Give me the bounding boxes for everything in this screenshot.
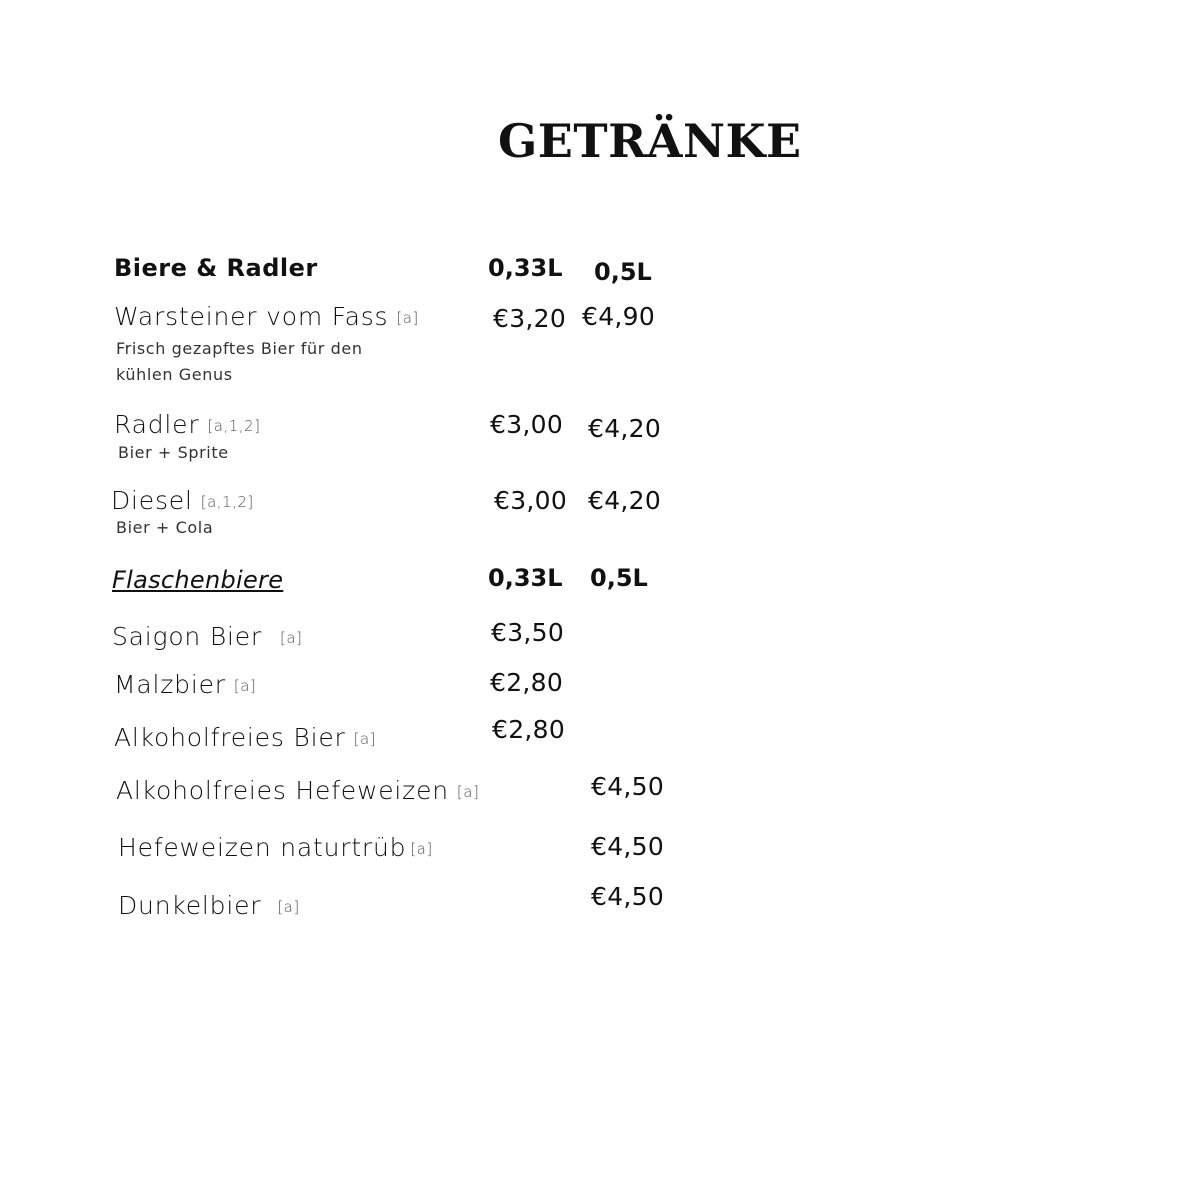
menu-item-alkoholfreies-hefeweizen: [116, 776, 479, 805]
allergen-tag: [a]: [353, 730, 377, 748]
price-05l: €4,20: [588, 414, 662, 443]
item-name: Malzbier: [114, 670, 226, 699]
allergen-tag: [a,1,2]: [207, 417, 261, 435]
item-description: Bier + Sprite: [118, 443, 229, 462]
column-header-033l: 0,33L: [488, 254, 563, 282]
column-header-05l: 0,5L: [594, 258, 652, 286]
item-name: Dunkelbier: [118, 891, 262, 920]
menu-item-dunkelbier: [118, 891, 300, 920]
price-05l: €4,90: [582, 302, 656, 331]
allergen-tag: [a]: [456, 783, 480, 801]
item-description: kühlen Genus: [116, 365, 233, 384]
menu-item-saigon-bier: [112, 622, 302, 651]
price-033l: €3,50: [491, 618, 565, 647]
allergen-tag: [a]: [396, 309, 419, 327]
item-name: Saigon Bier: [112, 622, 262, 651]
menu-item-malzbier: [114, 670, 256, 699]
column-header-033l: 0,33L: [488, 564, 563, 592]
item-name: Alkoholfreies Hefeweizen: [116, 776, 449, 805]
menu-item-hefeweizen-naturtrueb: [118, 833, 433, 862]
price-05l: €4,50: [591, 882, 665, 911]
price-033l: €2,80: [492, 715, 566, 744]
item-description: Bier + Cola: [116, 518, 214, 537]
section-heading-flaschenbiere: Flaschenbiere: [112, 566, 284, 594]
item-name: Hefeweizen naturtrüb: [118, 833, 407, 862]
menu-item-radler: [114, 410, 260, 439]
item-name: Radler: [114, 410, 200, 439]
price-05l: €4,50: [591, 772, 665, 801]
item-name: Diesel: [111, 486, 193, 515]
price-05l: €4,50: [591, 832, 665, 861]
section-heading-biere-radler: Biere & Radler: [114, 254, 318, 282]
allergen-tag: [a]: [280, 629, 303, 647]
item-name: Warsteiner vom Fass: [114, 302, 389, 331]
menu-item-alkoholfreies-bier: [114, 723, 376, 752]
menu-item-warsteiner: [114, 302, 419, 331]
allergen-tag: [a]: [410, 840, 433, 858]
allergen-tag: [a,1,2]: [200, 493, 254, 511]
price-033l: €3,20: [493, 304, 567, 333]
item-description: Frisch gezapftes Bier für den: [116, 339, 363, 358]
allergen-tag: [a]: [277, 898, 300, 916]
allergen-tag: [a]: [233, 677, 257, 695]
menu-item-diesel: [111, 486, 254, 515]
price-033l: €2,80: [490, 668, 564, 697]
price-033l: €3,00: [494, 486, 568, 515]
price-05l: €4,20: [588, 486, 662, 515]
column-header-05l: 0,5L: [590, 564, 648, 592]
item-name: Alkoholfreies Bier: [114, 723, 346, 752]
price-033l: €3,00: [490, 410, 564, 439]
page-title: GETRÄNKE: [498, 114, 802, 168]
